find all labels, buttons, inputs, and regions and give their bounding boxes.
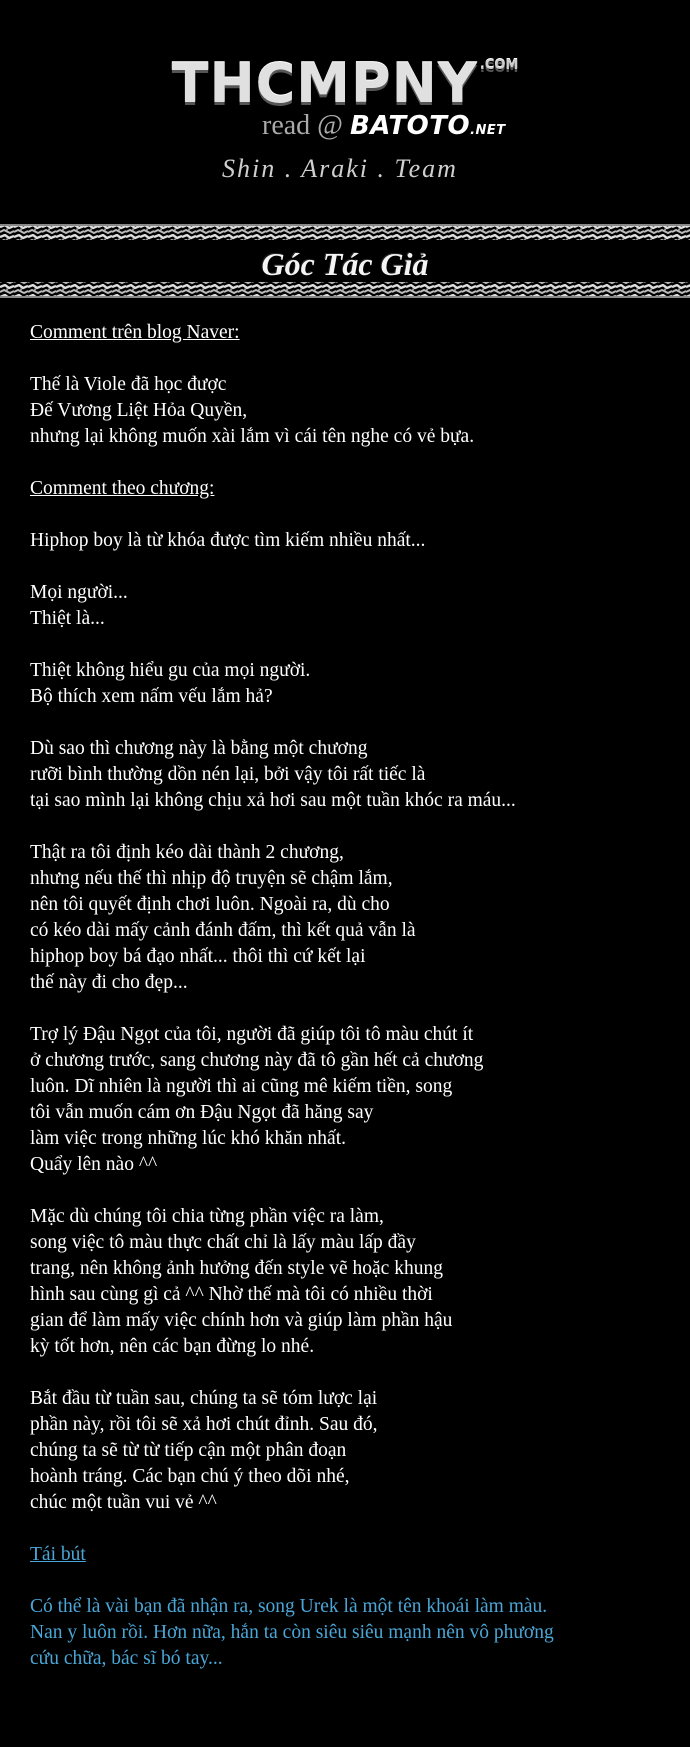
postscript-paragraph: Có thể là vài bạn đã nhận ra, song Urek là một tên khoái làm màu. Nan y luôn rồi. Hơn nữa, hắn ta còn siêu siêu mạnh nên vô phương cứu chữa, bác sĩ bó tay... bbox=[30, 1596, 554, 1669]
paragraph: Hiphop boy là từ khóa được tìm kiếm nhiều nhất... bbox=[30, 530, 426, 551]
paragraph: Mặc dù chúng tôi chia từng phần việc ra làm, song việc tô màu thực chất chỉ là lấy màu lấp đầy trang, nên không ảnh hưởng đến style vẽ hoặc khung hình sau cùng gì cả ^^ Nhờ thế mà tôi có nhiều thời gian để làm mấy việc chính hơn và giúp làm phần hậu kỳ tốt hơn, nên các bạn đừng lo nhé. bbox=[30, 1206, 453, 1357]
author-notes bbox=[30, 320, 675, 1698]
read-brand: BATOTO.NET bbox=[349, 111, 506, 141]
logo-suffix: .COM bbox=[479, 58, 519, 73]
paragraph: Thế là Viole đã học được Đế Vương Liệt Hỏa Quyền, nhưng lại không muốn xài lắm vì cái tên nghe có vẻ bựa. bbox=[30, 374, 475, 447]
logo-text: THCMPNY bbox=[171, 52, 478, 115]
paragraph: Mọi người... Thiệt là... bbox=[30, 582, 128, 629]
team-credit: Shin . Araki . Team bbox=[222, 154, 458, 183]
heading-postscript: Tái bút bbox=[30, 1544, 86, 1565]
paragraph: Thật ra tôi định kéo dài thành 2 chương, nhưng nếu thế thì nhịp độ truyện sẽ chậm lắm, nên tôi quyết định chơi luôn. Ngoài ra, dù cho có kéo dài mấy cảnh đánh đấm, thì kết quả vẫn là hiphop boy bá đạo nhất... thôi thì cứ kết lại thế này đi cho đẹp... bbox=[30, 842, 416, 993]
heading-naver-comment: Comment trên blog Naver: bbox=[30, 322, 240, 343]
section-banner bbox=[0, 224, 690, 300]
paragraph: Bắt đầu từ tuần sau, chúng ta sẽ tóm lược lại phần này, rồi tôi sẽ xả hơi chút đỉnh. Sau đó, chúng ta sẽ từ từ tiếp cận một phân đoạn hoành tráng. Các bạn chú ý theo dõi nhé, chúc một tuần vui vẻ ^^ bbox=[30, 1388, 378, 1513]
heading-chapter-comment: Comment theo chương: bbox=[30, 478, 215, 499]
paragraph: Thiệt không hiểu gu của mọi người. Bộ thích xem nấm vếu lắm hả? bbox=[30, 660, 311, 707]
read-prefix: read @ bbox=[262, 110, 350, 141]
paragraph: Trợ lý Đậu Ngọt của tôi, người đã giúp tôi tô màu chút ít ở chương trước, sang chương này đã tô gần hết cả chương luôn. Dĩ nhiên là người thì ai cũng mê kiếm tiền, song tôi vẫn muốn cám ơn Đậu Ngọt đã hăng say làm việc trong những lúc khó khăn nhất. Quẩy lên nào ^^ bbox=[30, 1024, 484, 1175]
read-at-line bbox=[262, 110, 506, 142]
site-logo bbox=[0, 52, 690, 115]
paragraph: Dù sao thì chương này là bằng một chương rưỡi bình thường dồn nén lại, bởi vậy tôi rất tiếc là tại sao mình lại không chịu xả hơi sau một tuần khóc ra máu... bbox=[30, 738, 516, 811]
banner-title: Góc Tác Giả bbox=[261, 246, 429, 282]
